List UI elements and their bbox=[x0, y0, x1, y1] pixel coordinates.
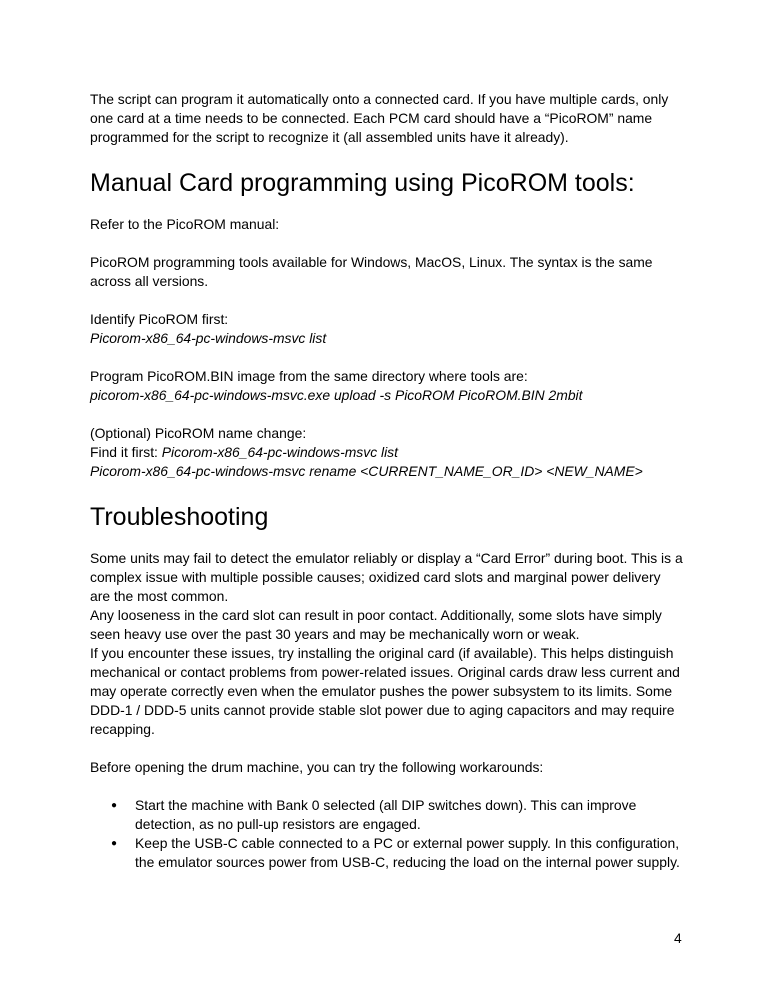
program-command: picorom-x86_64-pc-windows-msvc.exe upload -s PicoROM PicoROM.BIN 2mbit bbox=[90, 387, 583, 403]
program-label: Program PicoROM.BIN image from the same directory where tools are: bbox=[90, 368, 528, 384]
program-paragraph bbox=[90, 367, 683, 405]
bullet-icon: ● bbox=[111, 838, 118, 849]
refer-paragraph: Refer to the PicoROM manual: bbox=[90, 216, 280, 232]
intro-paragraph: The script can program it automatically onto a connected card. If you have multiple cards, only one card at a time needs to be connected. Each PCM card should have a “PicoROM” name programmed for the script to recognize it (all assembled units have it already). bbox=[90, 91, 669, 145]
tools-availability-paragraph: PicoROM programming tools available for Windows, MacOS, Linux. The syntax is the same across all versions. bbox=[90, 254, 653, 289]
rename-label: (Optional) PicoROM name change: bbox=[90, 425, 307, 441]
rename-find-command: Picorom-x86_64-pc-windows-msvc list bbox=[161, 444, 398, 460]
list-item-usbc bbox=[90, 834, 683, 872]
troubleshooting-paragraph bbox=[90, 549, 683, 739]
list-item-text: Start the machine with Bank 0 selected (all DIP switches down). This can improve detection, as no pull-up resistors are engaged. bbox=[135, 797, 637, 832]
identify-paragraph bbox=[90, 310, 683, 348]
workarounds-intro: Before opening the drum machine, you can try the following workarounds: bbox=[90, 759, 544, 775]
identify-label: Identify PicoROM first: bbox=[90, 311, 229, 327]
rename-paragraph bbox=[90, 424, 683, 481]
page-content bbox=[90, 0, 683, 872]
troubleshooting-text-2: Any looseness in the card slot can result in poor contact. Additionally, some slots have simply seen heavy use over the past 30 years and may be mechanically worn or weak. bbox=[90, 607, 662, 642]
list-item-text: Keep the USB-C cable connected to a PC or external power supply. In this configuration, the emulator sources power from USB-C, reducing the load on the internal power supply. bbox=[135, 835, 680, 870]
heading-manual-card-programming: Manual Card programming using PicoROM tools: bbox=[90, 169, 635, 197]
list-item-bank0 bbox=[90, 796, 683, 834]
rename-command: Picorom-x86_64-pc-windows-msvc rename <CURRENT_NAME_OR_ID> <NEW_NAME> bbox=[90, 463, 643, 479]
rename-find-prefix: Find it first: bbox=[90, 444, 162, 460]
troubleshooting-text-1: Some units may fail to detect the emulator reliably or display a “Card Error” during boot. This is a complex issue with multiple possible causes; oxidized card slots and marginal power delivery are the most common. bbox=[90, 550, 683, 604]
rename-find-line bbox=[90, 443, 683, 462]
troubleshooting-text-3: If you encounter these issues, try installing the original card (if available). This helps distinguish mechanical or contact problems from power-related issues. Original cards draw less current and may operate correctly even when the emulator pushes the power subsystem to its limits. Some DDD-1 / DDD-5 units cannot provide stable slot power due to aging capacitors and may require recapping. bbox=[90, 645, 680, 737]
workarounds-list bbox=[90, 796, 683, 872]
heading-troubleshooting: Troubleshooting bbox=[90, 503, 269, 531]
bullet-icon: ● bbox=[111, 800, 118, 811]
identify-command: Picorom-x86_64-pc-windows-msvc list bbox=[90, 330, 327, 346]
page-number: 4 bbox=[674, 930, 682, 946]
